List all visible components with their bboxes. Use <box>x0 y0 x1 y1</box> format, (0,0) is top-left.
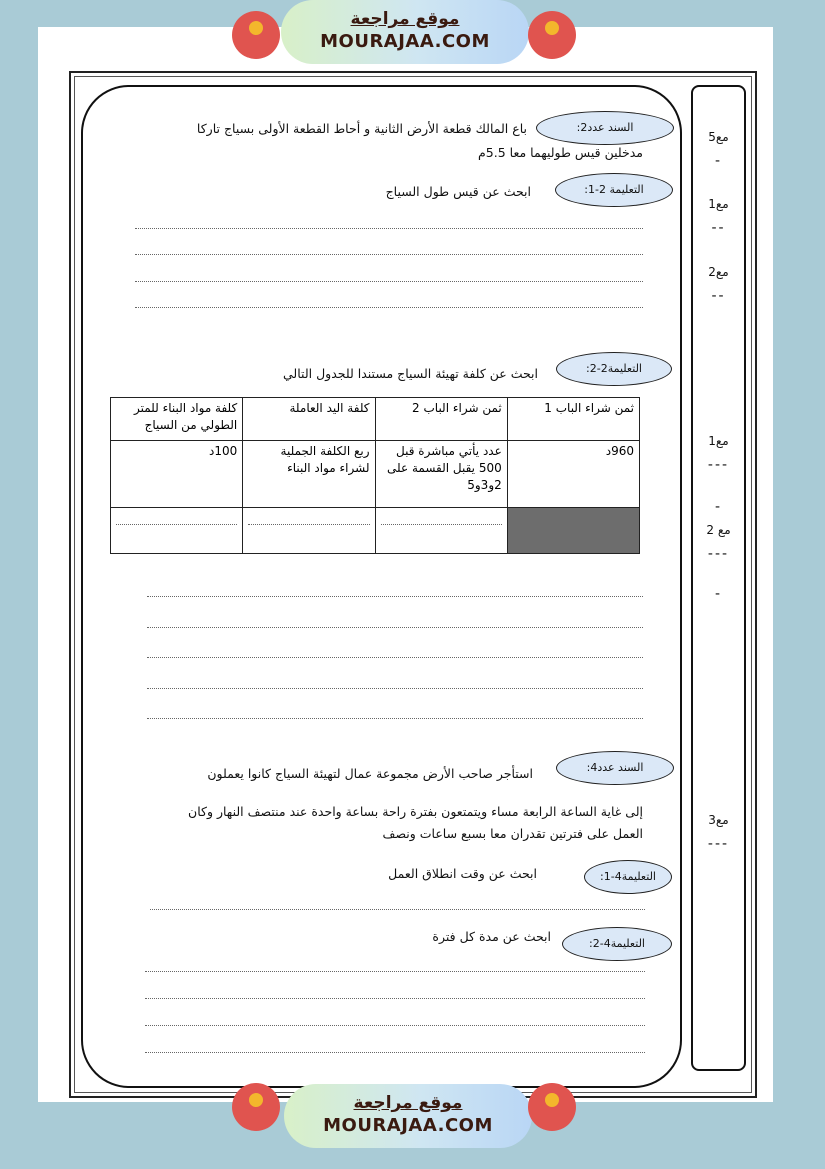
table-header: ثمن شراء الباب 1 <box>507 398 639 441</box>
mourajaa-logo-left-top <box>232 11 280 59</box>
criterion-marks: - <box>714 153 723 169</box>
table-header: كلفة اليد العاملة <box>243 398 375 441</box>
table-cell: ربع الكلفة الجملية لشراء مواد البناء <box>243 441 375 508</box>
criterion-5 <box>693 490 744 514</box>
t2-1-label: التعليمة 2-1: <box>555 173 673 207</box>
sanad2-line1: باع المالك قطعة الأرض الثانية و أحاط القطعة الأولى بسياج تاركا <box>196 121 527 136</box>
criterion-4 <box>693 434 744 472</box>
logo-icon <box>545 21 559 35</box>
table-answer-cell[interactable] <box>375 508 507 554</box>
table-cell: 960د <box>507 441 639 508</box>
criterion-label: مع5 <box>708 130 729 144</box>
answer-line[interactable] <box>147 627 643 628</box>
sanad2-label: السند عدد2: <box>536 111 674 145</box>
sanad4-line3: العمل على فترتين تقدران معا بسبع ساعات ونصف <box>382 826 643 841</box>
criterion-6 <box>693 523 744 561</box>
answer-line[interactable] <box>135 281 643 282</box>
criterion-marks: --- <box>707 457 730 473</box>
answer-line[interactable] <box>147 718 643 719</box>
watermark-latin: MOURAJAA.COM <box>323 1115 493 1136</box>
t2-2-label: التعليمة2-2: <box>556 352 672 386</box>
answer-line[interactable] <box>147 596 643 597</box>
answer-line[interactable] <box>135 307 643 308</box>
watermark-arabic: موقع مراجعة <box>353 1093 463 1113</box>
watermark-latin: MOURAJAA.COM <box>320 31 490 52</box>
table-cell: 100د <box>111 441 243 508</box>
price-table <box>110 397 640 554</box>
criterion-marks: - <box>714 586 723 602</box>
criterion-marks: - <box>714 499 723 515</box>
watermark-banner-top[interactable] <box>281 0 529 64</box>
table-header: ثمن شراء الباب 2 <box>375 398 507 441</box>
t2-1-text: ابحث عن قيس طول السياج <box>385 184 531 199</box>
sanad4-label: السند عدد4: <box>556 751 674 785</box>
watermark-arabic: موقع مراجعة <box>350 9 460 29</box>
table-answer-cell[interactable] <box>243 508 375 554</box>
answer-line[interactable] <box>147 657 643 658</box>
sanad2-line2: مدخلين قيس طوليهما معا 5.5م <box>478 145 643 160</box>
t4-1-text: ابحث عن وقت انطلاق العمل <box>388 866 537 881</box>
logo-icon <box>545 1093 559 1107</box>
t4-2-label: التعليمة4-2: <box>562 927 672 961</box>
criterion-3 <box>693 265 744 303</box>
sanad4-line2: إلى غاية الساعة الرابعة مساء ويتمتعون بفترة راحة بساعة واحدة عند منتصف النهار وكان <box>188 804 643 819</box>
criterion-label: مع1 <box>708 434 729 448</box>
mourajaa-logo-left-bottom <box>232 1083 280 1131</box>
criterion-1 <box>693 130 744 168</box>
criterion-label: مع3 <box>708 813 729 827</box>
criterion-label: مع 2 <box>706 523 731 537</box>
sanad4-line1: استأجر صاحب الأرض مجموعة عمال لتهيئة السياج كانوا يعملون <box>207 766 533 781</box>
answer-line[interactable] <box>145 1052 645 1053</box>
criterion-label: مع2 <box>708 265 729 279</box>
criterion-marks: -- <box>711 220 726 236</box>
mourajaa-logo-right-bottom <box>528 1083 576 1131</box>
criterion-8 <box>693 813 744 851</box>
criterion-marks: --- <box>707 836 730 852</box>
mourajaa-logo-right-top <box>528 11 576 59</box>
answer-line[interactable] <box>135 228 643 229</box>
criterion-marks: --- <box>707 546 730 562</box>
criterion-7 <box>693 577 744 601</box>
table-row <box>111 441 640 508</box>
table-header-row <box>111 398 640 441</box>
table-cell: عدد يأتي مباشرة قبل 500 يقبل القسمة على 2و3و5 <box>375 441 507 508</box>
watermark-banner-bottom[interactable] <box>284 1084 532 1148</box>
t4-2-text: ابحث عن مدة كل فترة <box>432 929 551 944</box>
logo-icon <box>249 21 263 35</box>
criterion-marks: -- <box>711 288 726 304</box>
answer-line[interactable] <box>145 998 645 999</box>
criterion-label: مع1 <box>708 197 729 211</box>
t4-1-label: التعليمة4-1: <box>584 860 672 894</box>
answer-line[interactable] <box>135 254 643 255</box>
logo-icon <box>249 1093 263 1107</box>
criterion-2 <box>693 197 744 235</box>
answer-line[interactable] <box>145 971 645 972</box>
table-answer-row <box>111 508 640 554</box>
answer-line[interactable] <box>147 688 643 689</box>
table-cell-shaded <box>507 508 639 554</box>
table-header: كلفة مواد البناء للمتر الطولي من السياج <box>111 398 243 441</box>
t2-2-text: ابحث عن كلفة تهيئة السياج مستندا للجدول التالي <box>283 366 538 381</box>
table-answer-cell[interactable] <box>111 508 243 554</box>
answer-line[interactable] <box>145 1025 645 1026</box>
answer-line[interactable] <box>150 909 645 910</box>
